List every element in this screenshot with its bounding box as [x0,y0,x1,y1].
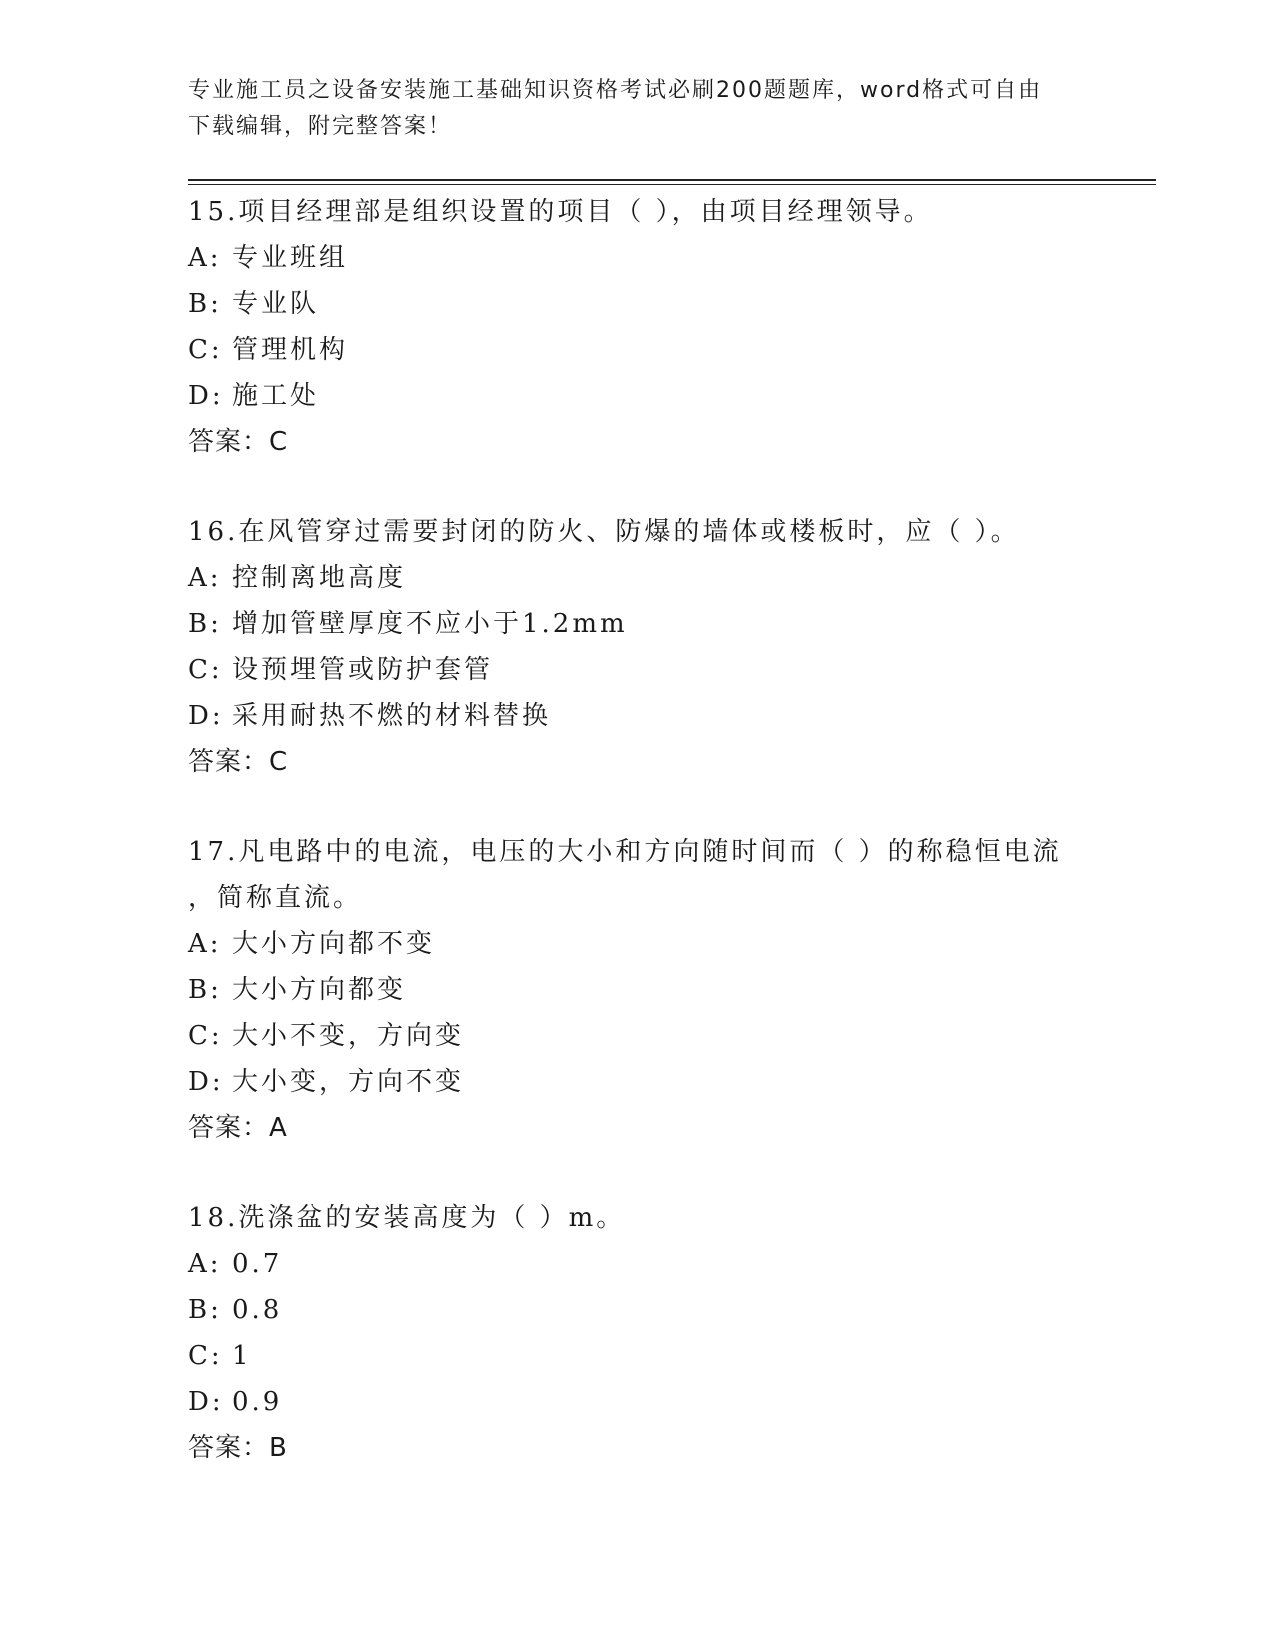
answer-label: 答案：C [188,747,289,777]
option-text: 0.9 [232,1387,283,1417]
header-divider-thick [188,179,1156,181]
option-c [188,647,1148,693]
option-text: 大小方向都变 [232,975,407,1005]
option-c [188,327,1148,373]
option-text: 专业队 [232,289,320,319]
option-text: 增加管壁厚度不应小于1.2mm [232,609,628,639]
option-c [188,1333,1148,1379]
option-d [188,1059,1148,1105]
option-a [188,235,1148,281]
option-text: 管理机构 [232,335,349,365]
answer-label: 答案：C [188,427,289,457]
option-a [188,921,1148,967]
answer-label: 答案：A [188,1113,288,1143]
option-key: D: [188,701,224,731]
option-text: 1 [232,1341,252,1371]
option-d [188,1379,1148,1425]
option-key: A: [188,1249,222,1279]
option-c [188,1013,1148,1059]
option-text: 大小变，方向不变 [232,1067,465,1097]
question-16 [188,509,1148,785]
option-key: A: [188,563,222,593]
option-d [188,373,1148,419]
question-list [188,189,1148,1515]
option-key: C: [188,335,223,365]
option-text: 设预埋管或防护套管 [232,655,494,685]
option-key: D: [188,381,224,411]
question-17 [188,829,1148,1151]
option-text: 0.7 [232,1249,283,1279]
option-key: C: [188,1341,223,1371]
option-text: 专业班组 [232,243,349,273]
option-key: B: [188,609,222,639]
option-key: A: [188,929,222,959]
option-d [188,693,1148,739]
option-a [188,555,1148,601]
option-text: 大小方向都不变 [232,929,436,959]
document-header [188,73,1088,145]
header-title-line-2: 下载编辑，附完整答案！ [188,114,453,139]
option-text: 控制离地高度 [232,563,407,593]
option-text: 0.8 [232,1295,283,1325]
option-key: C: [188,1021,223,1051]
option-a [188,1241,1148,1287]
option-key: B: [188,289,222,319]
option-key: D: [188,1387,224,1417]
header-title-line-1: 专业施工员之设备安装施工基础知识资格考试必刷200题题库，word格式可自由 [188,78,1043,103]
option-text: 大小不变，方向变 [232,1021,465,1051]
option-text: 施工处 [232,381,320,411]
option-b [188,967,1148,1013]
header-divider-thin [188,184,1156,185]
option-key: D: [188,1067,224,1097]
question-text: 16.在风管穿过需要封闭的防火、防爆的墙体或楼板时，应（ ）。 [188,517,1020,547]
option-key: B: [188,1295,222,1325]
question-text: 17.凡电路中的电流，电压的大小和方向随时间而（ ）的称稳恒电流 [188,837,1062,867]
answer-label: 答案：B [188,1433,288,1463]
option-key: C: [188,655,223,685]
option-b [188,1287,1148,1333]
option-key: B: [188,975,222,1005]
question-18 [188,1195,1148,1471]
question-text: 15.项目经理部是组织设置的项目（ ），由项目经理领导。 [188,197,933,227]
question-text: 18.洗涤盆的安装高度为（ ）m。 [188,1203,626,1233]
option-b [188,281,1148,327]
option-text: 采用耐热不燃的材料替换 [232,701,552,731]
question-15 [188,189,1148,465]
option-key: A: [188,243,222,273]
question-text-continued: ，简称直流。 [188,883,363,913]
option-b [188,601,1148,647]
